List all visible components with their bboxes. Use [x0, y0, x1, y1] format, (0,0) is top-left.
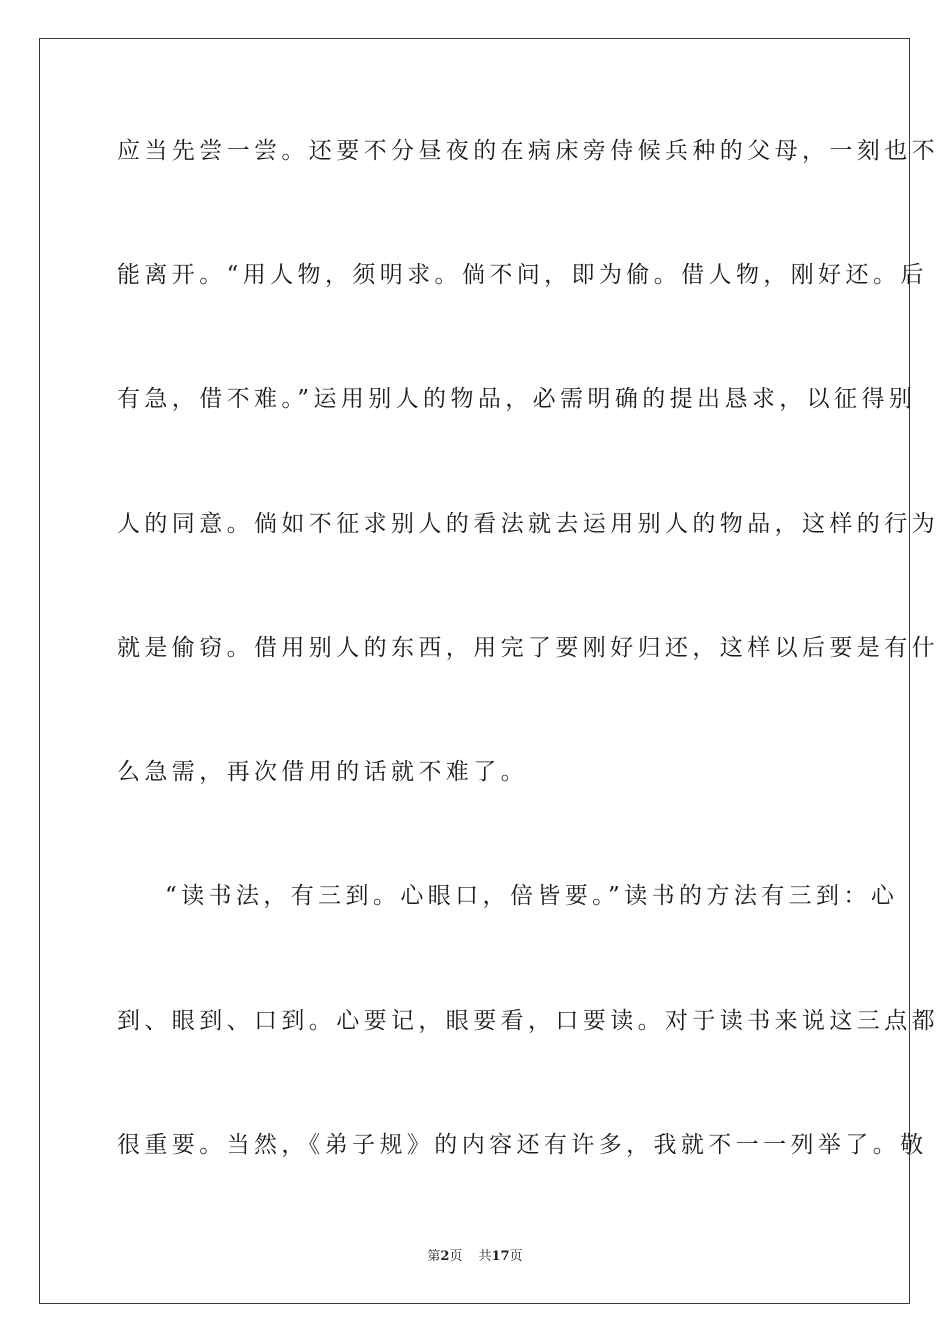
page-frame: [39, 38, 939, 1304]
total-prefix: 共: [478, 1249, 492, 1264]
total-pages: 17: [491, 1249, 510, 1264]
text-line: 么急需，再次借用的话就不难了。: [117, 759, 528, 785]
page-number: 2: [440, 1249, 450, 1264]
page-suffix: 页: [449, 1249, 463, 1264]
text-line: 人的同意。倘如不征求别人的看法就去运用别人的物品，这样的行为: [117, 511, 939, 537]
text-line: 到、眼到、口到。心要记，眼要看，口要读。对于读书来说这三点都: [117, 1008, 939, 1034]
total-suffix: 页: [509, 1249, 523, 1264]
text-line: 应当先尝一尝。还要不分昼夜的在病床旁侍候兵种的父母，一刻也不: [117, 138, 939, 164]
text-line: 能离开。“用人物，须明求。倘不问，即为偷。借人物，刚好还。后: [117, 262, 928, 288]
text-line-indented: “读书法，有三到。心眼口，倍皆要。”读书的方法有三到：心: [165, 883, 899, 909]
text-line: 就是偷窃。借用别人的东西，用完了要刚好归还，这样以后要是有什: [117, 635, 939, 661]
page-footer: [0, 1248, 950, 1266]
text-line: 有急，借不难。”运用别人的物品，必需明确的提出恳求，以征得别: [117, 386, 917, 412]
page-prefix: 第: [427, 1249, 441, 1264]
text-line: 很重要。当然，《弟子规》的内容还有许多，我就不一一列举了。敬: [117, 1132, 928, 1158]
